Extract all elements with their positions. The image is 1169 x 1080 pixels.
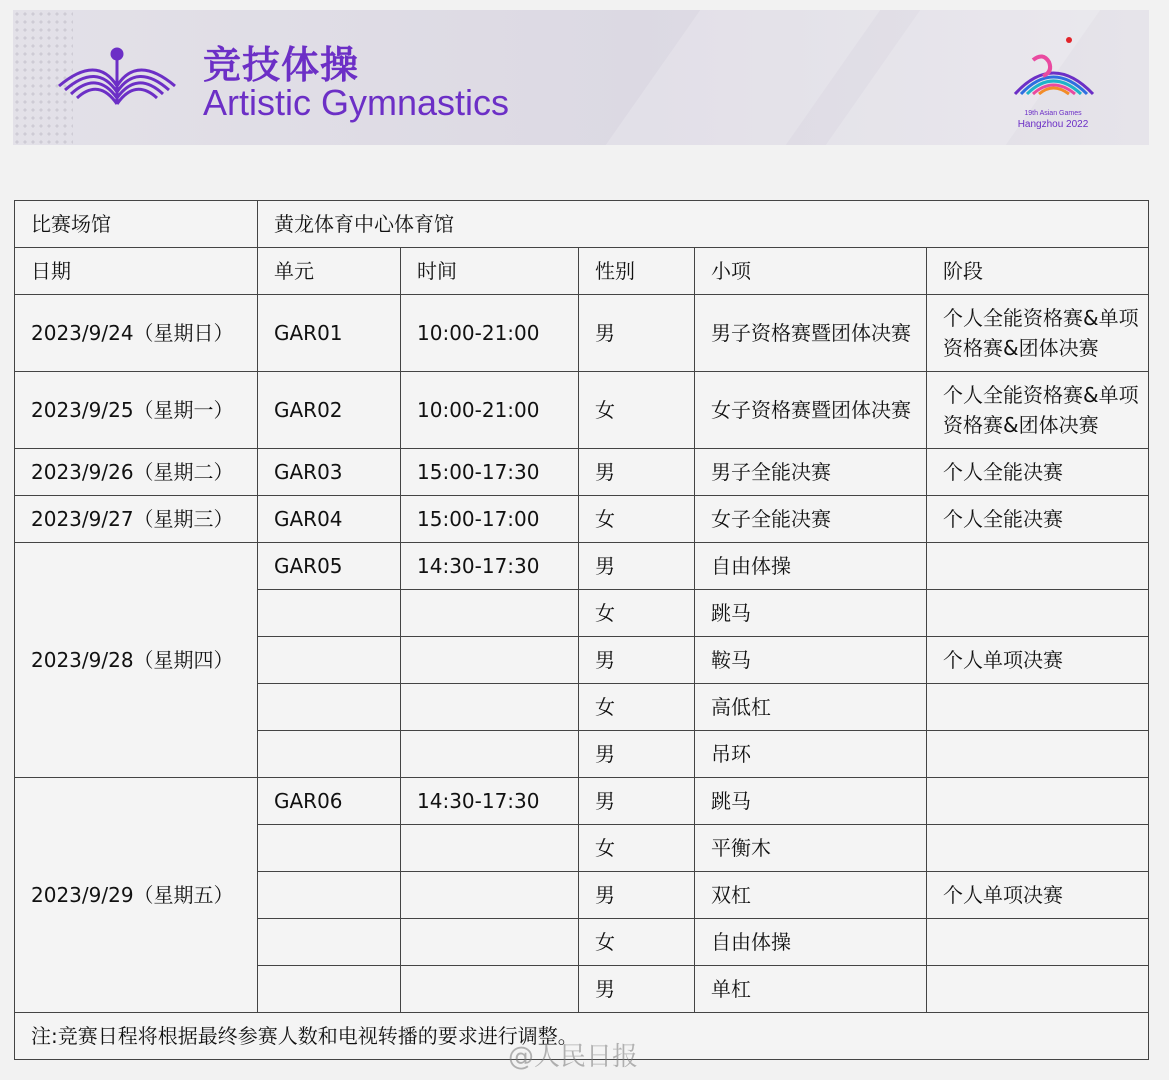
table-row: [15, 372, 1149, 449]
games-name: 19th Asian Games: [1024, 110, 1082, 117]
unit-cell: [258, 825, 401, 872]
unit-cell: [258, 966, 401, 1013]
unit-cell: [258, 637, 401, 684]
time-cell: [401, 966, 579, 1013]
stage-cell: [927, 919, 1149, 966]
table-row: [15, 496, 1149, 543]
event-cell: 女子资格赛暨团体决赛: [695, 372, 927, 449]
table-row: [15, 778, 1149, 825]
unit-cell: GAR05: [258, 543, 401, 590]
time-cell: 10:00-21:00: [401, 295, 579, 372]
gender-cell: 男: [579, 966, 695, 1013]
asian-games-logo-icon: [1003, 30, 1103, 108]
time-cell: [401, 590, 579, 637]
stage-cell: 个人全能决赛: [927, 496, 1149, 543]
stage-cell: 个人单项决赛: [927, 872, 1149, 919]
header-banner: [13, 10, 1149, 145]
gender-cell: 男: [579, 543, 695, 590]
time-cell: 15:00-17:00: [401, 496, 579, 543]
stage-cell: [927, 731, 1149, 778]
stage-cell: [927, 825, 1149, 872]
event-cell: 男子全能决赛: [695, 449, 927, 496]
time-cell: [401, 872, 579, 919]
gender-cell: 女: [579, 590, 695, 637]
event-cell: 双杠: [695, 872, 927, 919]
stage-cell: 个人全能决赛: [927, 449, 1149, 496]
unit-cell: GAR01: [258, 295, 401, 372]
header-row: [15, 248, 1149, 295]
unit-cell: [258, 919, 401, 966]
header-time: 时间: [401, 248, 579, 295]
unit-cell: GAR02: [258, 372, 401, 449]
date-cell: 2023/9/29（星期五）: [15, 778, 258, 1013]
source-watermark: @人民日报: [508, 1042, 639, 1072]
asian-games-emblem: [1003, 30, 1113, 130]
gymnastics-pictogram-icon: [57, 46, 177, 108]
event-cell: 跳马: [695, 590, 927, 637]
time-cell: 10:00-21:00: [401, 372, 579, 449]
sport-title-cn: 竞技体操: [203, 43, 360, 87]
unit-cell: [258, 590, 401, 637]
stage-cell: 个人全能资格赛&单项资格赛&团体决赛: [927, 295, 1149, 372]
schedule-note: 注:竞赛日程将根据最终参赛人数和电视转播的要求进行调整。: [15, 1013, 1149, 1060]
header-event: 小项: [695, 248, 927, 295]
event-cell: 男子资格赛暨团体决赛: [695, 295, 927, 372]
event-cell: 单杠: [695, 966, 927, 1013]
gender-cell: 男: [579, 637, 695, 684]
gender-cell: 男: [579, 872, 695, 919]
gender-cell: 男: [579, 449, 695, 496]
time-cell: 15:00-17:30: [401, 449, 579, 496]
header-date: 日期: [15, 248, 258, 295]
event-cell: 女子全能决赛: [695, 496, 927, 543]
gender-cell: 女: [579, 919, 695, 966]
event-cell: 自由体操: [695, 543, 927, 590]
time-cell: [401, 637, 579, 684]
venue-row: [15, 201, 1149, 248]
date-cell: 2023/9/27（星期三）: [15, 496, 258, 543]
event-cell: 跳马: [695, 778, 927, 825]
gender-cell: 女: [579, 825, 695, 872]
sport-title-en: Artistic Gymnastics: [203, 82, 510, 123]
header-gender: 性别: [579, 248, 695, 295]
date-cell: 2023/9/26（星期二）: [15, 449, 258, 496]
gender-cell: 男: [579, 295, 695, 372]
unit-cell: GAR03: [258, 449, 401, 496]
gender-cell: 女: [579, 684, 695, 731]
stage-cell: 个人全能资格赛&单项资格赛&团体决赛: [927, 372, 1149, 449]
gender-cell: 男: [579, 731, 695, 778]
unit-cell: GAR04: [258, 496, 401, 543]
venue-value: 黄龙体育中心体育馆: [258, 201, 1149, 248]
games-city-year: Hangzhou 2022: [1017, 119, 1089, 130]
stage-cell: [927, 590, 1149, 637]
unit-cell: [258, 684, 401, 731]
time-cell: [401, 684, 579, 731]
table-row: [15, 543, 1149, 590]
time-cell: 14:30-17:30: [401, 778, 579, 825]
time-cell: [401, 731, 579, 778]
venue-label: 比赛场馆: [15, 201, 258, 248]
table-row: [15, 449, 1149, 496]
stage-cell: [927, 778, 1149, 825]
unit-cell: [258, 872, 401, 919]
unit-cell: GAR06: [258, 778, 401, 825]
date-cell: 2023/9/25（星期一）: [15, 372, 258, 449]
event-cell: 自由体操: [695, 919, 927, 966]
stage-cell: [927, 966, 1149, 1013]
header-stage: 阶段: [927, 248, 1149, 295]
event-cell: 鞍马: [695, 637, 927, 684]
event-cell: 高低杠: [695, 684, 927, 731]
date-cell: 2023/9/28（星期四）: [15, 543, 258, 778]
time-cell: 14:30-17:30: [401, 543, 579, 590]
table-row: [15, 295, 1149, 372]
unit-cell: [258, 731, 401, 778]
schedule-table: [14, 200, 1149, 1060]
gender-cell: 女: [579, 496, 695, 543]
stage-cell: [927, 543, 1149, 590]
date-cell: 2023/9/24（星期日）: [15, 295, 258, 372]
time-cell: [401, 825, 579, 872]
stage-cell: [927, 684, 1149, 731]
gender-cell: 男: [579, 778, 695, 825]
time-cell: [401, 919, 579, 966]
gender-cell: 女: [579, 372, 695, 449]
header-unit: 单元: [258, 248, 401, 295]
event-cell: 吊环: [695, 731, 927, 778]
event-cell: 平衡木: [695, 825, 927, 872]
stage-cell: 个人单项决赛: [927, 637, 1149, 684]
